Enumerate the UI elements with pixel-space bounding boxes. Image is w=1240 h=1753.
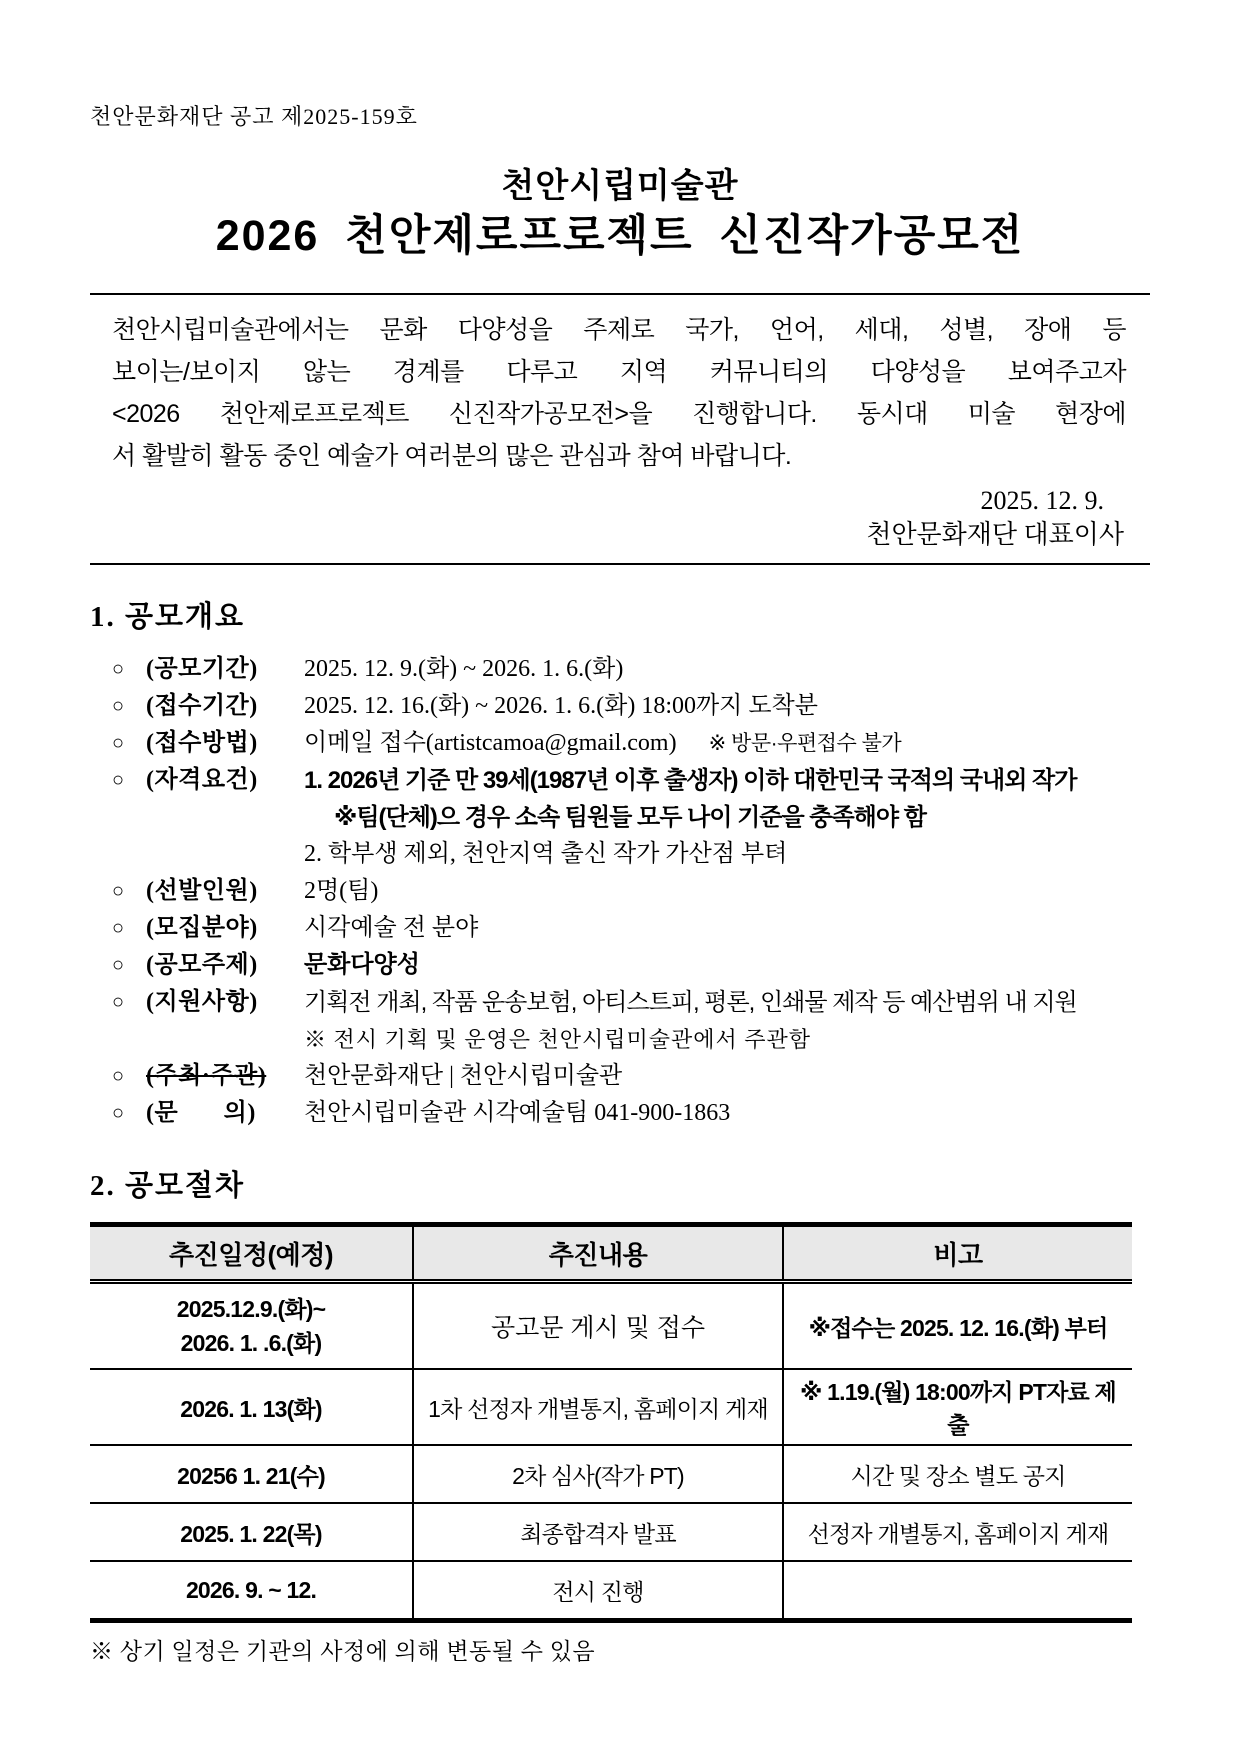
doc-number: 천안문화재단 공고 제2025-159호 [90, 104, 418, 129]
signer: 천안문화재단 대표이사 [866, 520, 1124, 549]
bullet-marker: ○ [112, 658, 125, 680]
bullet-marker: ○ [112, 954, 125, 976]
overview-item-contact [112, 1095, 1150, 1132]
bullet-marker: ○ [112, 1065, 125, 1087]
section-2-heading: 2. 공모절차 [90, 1170, 246, 1202]
overview-item-headcount [112, 873, 1150, 910]
item-value: 2명(팀) [304, 878, 379, 904]
bullet-marker: ○ [112, 1102, 125, 1124]
announcement-date: 2025. 12. 9. [980, 486, 1104, 515]
intro-paragraph [90, 295, 1150, 477]
item-label: (접수방법) [146, 730, 258, 756]
remark-cell: 시간 및 장소 별도 공지 [783, 1445, 1132, 1503]
item-value-text: 이메일 접수(artistcamoa@gmail.com) [304, 730, 677, 756]
page-title-main: 2026 천안제로프로젝트 신진작가공모전 [215, 212, 1025, 260]
support-note: ※ 전시 기획 및 운영은 천안시립미술관에서 주관함 [304, 1027, 812, 1052]
intro-line-1: 천안시립미술관에서는 문화 다양성을 주제로 국가, 언어, 세대, 성별, 장애 등 [112, 316, 1126, 344]
item-label: (공모기간) [146, 656, 258, 682]
table-row [90, 1282, 1132, 1370]
item-value: 문화다양성 [304, 952, 420, 978]
table-row [90, 1369, 1132, 1445]
table-row [90, 1445, 1132, 1503]
item-label: (모집분야) [146, 915, 258, 941]
schedule-cell: 2026. 9. ~ 12. [90, 1561, 413, 1621]
remark-cell: ※접수는 2025. 12. 16.(화) 부터 [783, 1282, 1132, 1370]
item-label: (주최·주관) [146, 1063, 267, 1089]
eligibility-line-3: 2. 학부생 제외, 천안지역 출신 작가 가산점 부텨 [304, 841, 788, 867]
overview-item-method [112, 725, 1150, 762]
overview-item-eligibility [112, 762, 1150, 873]
content-cell: 공고문 게시 및 접수 [413, 1282, 783, 1370]
table-header-row [90, 1225, 1132, 1282]
bullet-marker: ○ [112, 732, 125, 754]
item-value: 2025. 12. 9.(화) ~ 2026. 1. 6.(화) [304, 656, 624, 682]
remark-cell: 선정자 개별통지, 홈페이지 게재 [783, 1503, 1132, 1561]
item-label: (선발인원) [146, 878, 258, 904]
schedule-cell [90, 1282, 413, 1370]
content-cell: 최종합격자 발표 [413, 1503, 783, 1561]
header-schedule: 추진일정(예정) [90, 1225, 413, 1282]
overview-item-receipt-period [112, 688, 1150, 725]
bullet-marker: ○ [112, 880, 125, 902]
item-label: (지원사항) [146, 989, 258, 1015]
bullet-marker: ○ [112, 769, 125, 791]
eligibility-line-1: 1. 2026년 기준 만 39세(1987년 이후 출생자) 이하 대한민국 국적의 국내외 작가 [304, 767, 1077, 794]
overview-item-host [112, 1058, 1150, 1095]
content-cell: 전시 진행 [413, 1561, 783, 1621]
overview-item-field [112, 910, 1150, 947]
item-label: (접수기간) [146, 693, 258, 719]
schedule-footnote: ※ 상기 일정은 기관의 사정에 의해 변동될 수 있음 [90, 1639, 596, 1664]
intro-line-3: <2026 천안제로프로젝트 신진작가공모전>을 진행합니다. 동시대 미술 현장에 [112, 400, 1126, 428]
bullet-marker: ○ [112, 695, 125, 717]
schedule-cell: 2025. 1. 22(목) [90, 1503, 413, 1561]
schedule-cell: 2026. 1. 13(화) [90, 1369, 413, 1445]
eligibility-line-2: ※팀(단체)으 경우 소속 팀원들 모두 나이 기준을 충족해야 함 [334, 804, 926, 831]
content-cell: 1차 선정자 개별통지, 홈페이지 게재 [413, 1369, 783, 1445]
divider-mid [90, 563, 1150, 565]
procedure-table [90, 1222, 1132, 1623]
table-row [90, 1561, 1132, 1621]
table-row [90, 1503, 1132, 1561]
remark-cell [783, 1561, 1132, 1621]
overview-item-theme [112, 947, 1150, 984]
page-title-org: 천안시립미술관 [501, 167, 739, 205]
item-value: 시각예술 전 분야 [304, 915, 479, 941]
overview-item-period [112, 651, 1150, 688]
item-label: (공모주제) [146, 952, 258, 978]
bullet-marker: ○ [112, 917, 125, 939]
item-value: 2025. 12. 16.(화) ~ 2026. 1. 6.(화) 18:00까지 도착분 [304, 693, 818, 719]
remark-cell: ※ 1.19.(월) 18:00까지 PT자료 제출 [783, 1369, 1132, 1445]
item-value: 천안문화재단 | 천안시립미술관 [304, 1063, 623, 1089]
header-content: 추진내용 [413, 1225, 783, 1282]
overview-list [90, 651, 1150, 1132]
item-label: (문 의) [146, 1100, 256, 1126]
item-value [304, 762, 1150, 873]
intro-line-2: 보이는/보이지 않는 경계를 다루고 지역 커뮤니티의 다양성을 보여주고자 [112, 358, 1126, 386]
intro-line-4: 서 활발히 활동 중인 예술가 여러분의 많은 관심과 참여 바랍니다. [112, 442, 792, 470]
section-1-heading: 1. 공모개요 [90, 601, 246, 633]
schedule-line-1: 2025.12.9.(화)~ [176, 1296, 326, 1322]
content-cell: 2차 심사(작가 PT) [413, 1445, 783, 1503]
item-value [304, 725, 1150, 762]
schedule-cell: 20256 1. 21(수) [90, 1445, 413, 1503]
header-remark: 비고 [783, 1225, 1132, 1282]
item-value: 천안시립미술관 시각예술팀 041-900-1863 [304, 1100, 731, 1126]
support-line: 기획전 개최, 작품 운송보험, 아티스트피, 평론, 인쇄물 제작 등 예산범위 내 지원 [304, 989, 1077, 1016]
bullet-marker: ○ [112, 991, 125, 1013]
overview-item-support [112, 984, 1150, 1058]
schedule-line-2: 2026. 1. .6.(화) [180, 1330, 322, 1356]
item-label: (자격요건) [146, 767, 258, 793]
item-note: ※ 방문·우편접수 불가 [708, 732, 902, 755]
item-value [304, 984, 1150, 1058]
